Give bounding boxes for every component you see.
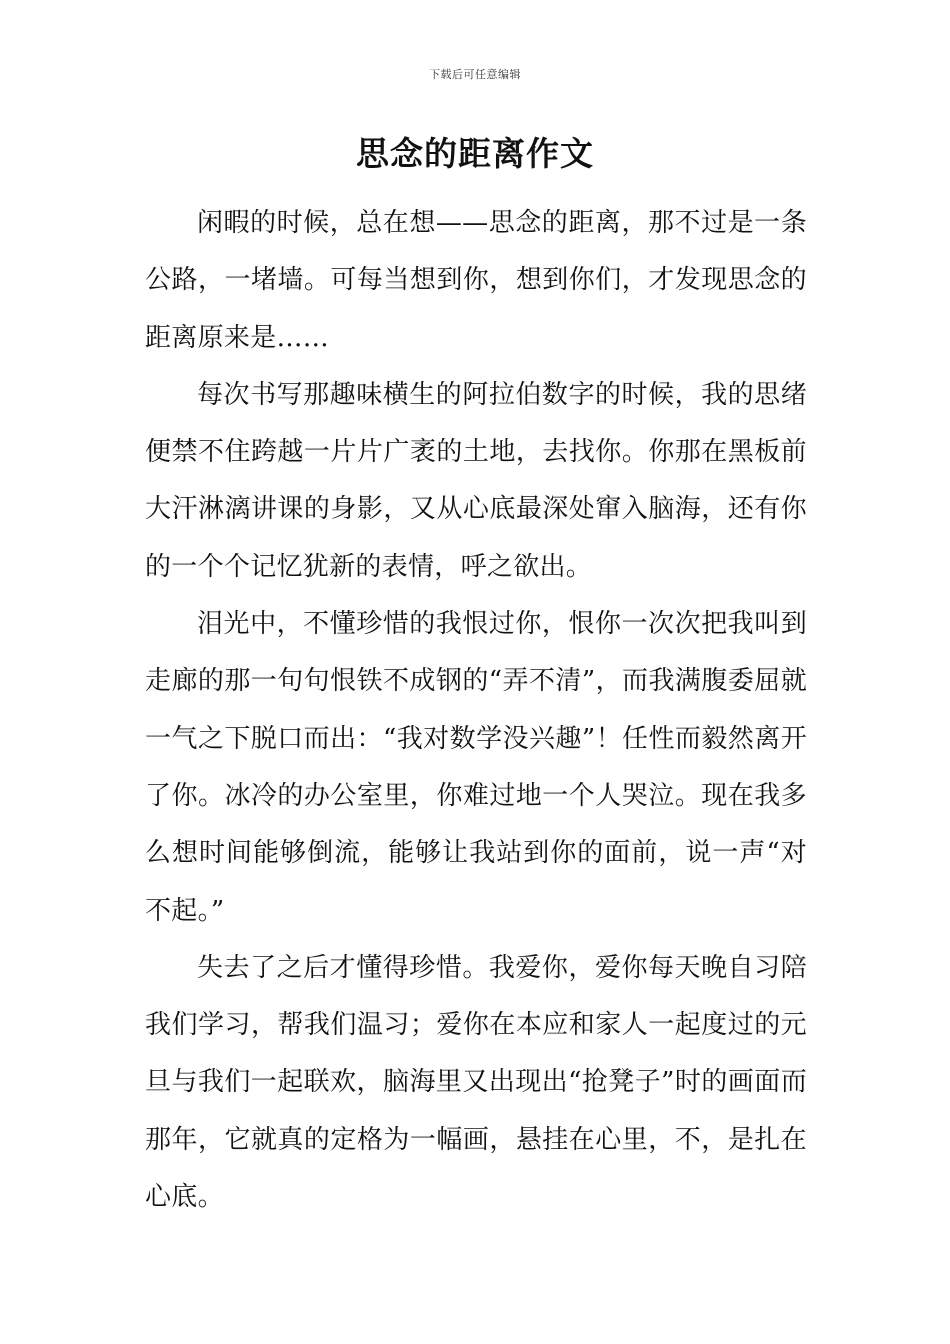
header-note: 下载后可任意编辑 bbox=[429, 68, 521, 81]
paragraph-1: 闲暇的时候，总在想——思念的距离，那不过是一条公路，一堵墙。可每当想到你，想到你们，才发现思念的距离原来是…… bbox=[145, 208, 807, 353]
article-title: 思念的距离作文 bbox=[356, 134, 594, 173]
paragraph-4: 失去了之后才懂得珍惜。我爱你，爱你每天晚自习陪我们学习，帮我们温习；爱你在本应和家人一起度过的元旦与我们一起联欢，脑海里又出现出“抢凳子”时的画面而那年，它就真的定格为一幅画，悬挂在心里，不，是扎在心底。 bbox=[145, 952, 807, 1213]
paragraph-3: 泪光中，不懂珍惜的我恨过你，恨你一次次把我叫到走廊的那一句句恨铁不成钢的“弄不清”，而我满腹委屈就一气之下脱口而出：“我对数学没兴趣”！任性而毅然离开了你。冰冷的办公室里，你难过地一个人哭泣。现在我多么想时间能够倒流，能够让我站到你的面前，说一声“对不起。” bbox=[145, 609, 807, 926]
paragraph-2: 每次书写那趣味横生的阿拉伯数字的时候，我的思绪便禁不住跨越一片片广袤的土地，去找你。你那在黑板前大汗淋漓讲课的身影，又从心底最深处窜入脑海，还有你的一个个记忆犹新的表情，呼之欲出。 bbox=[145, 379, 807, 582]
article-body bbox=[145, 195, 807, 1226]
